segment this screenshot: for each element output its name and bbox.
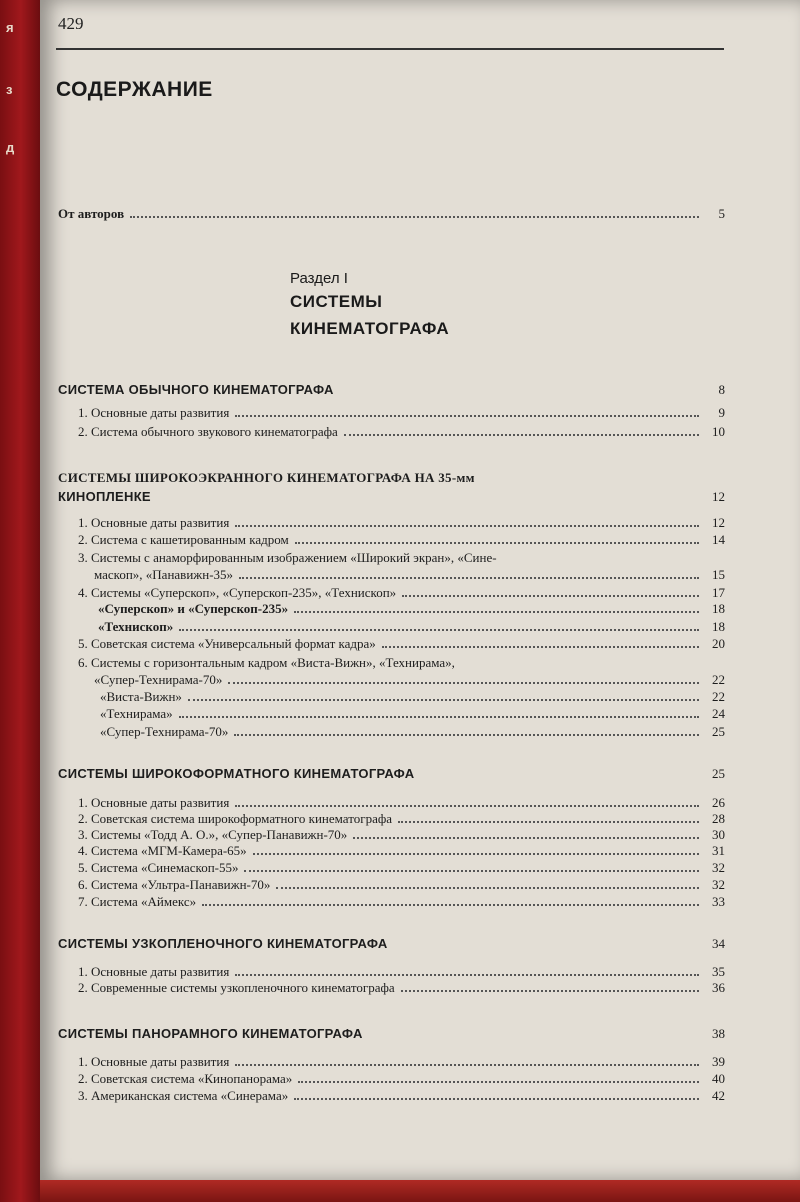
toc-section-2[interactable] — [58, 489, 725, 504]
toc-entry[interactable] — [78, 1071, 725, 1086]
toc-page: 12 — [712, 489, 725, 504]
section-title: СИСТЕМЫ УЗКОПЛЕНОЧНОГО КИНЕМАТОГРАФА — [58, 936, 388, 951]
toc-page: 22 — [712, 689, 725, 704]
toc-page: 31 — [712, 843, 725, 858]
toc-label: «Суперскоп» и «Суперскоп-235» — [98, 601, 289, 616]
leader-dots — [353, 837, 699, 839]
leader-dots — [344, 434, 699, 436]
book-cover-edge — [40, 1180, 800, 1202]
toc-label: 4. Системы «Суперскоп», «Суперскоп-235», «Технископ» — [78, 585, 397, 600]
leader-dots — [382, 646, 699, 648]
toc-page: 17 — [712, 585, 725, 600]
toc-page: 28 — [712, 811, 725, 826]
toc-entry[interactable] — [78, 811, 725, 826]
toc-page: 35 — [712, 964, 725, 979]
toc-page: 25 — [712, 724, 725, 739]
toc-label: 6. Система «Ультра-Панавижн-70» — [78, 877, 271, 892]
toc-label: «Технископ» — [98, 619, 174, 634]
toc-page: 30 — [712, 827, 725, 842]
toc-entry[interactable] — [78, 843, 725, 858]
toc-label: 2. Советская система широкоформатного кинематографа — [78, 811, 393, 826]
leader-dots — [239, 577, 699, 579]
toc-section-1[interactable] — [58, 382, 725, 397]
toc-entry[interactable] — [78, 795, 725, 810]
toc-label: 1. Основные даты развития — [78, 515, 230, 530]
toc-page: 14 — [712, 532, 725, 547]
toc-label: 1. Основные даты развития — [78, 405, 230, 420]
leader-dots — [235, 805, 699, 807]
toc-label: 2. Современные системы узкопленочного кинематографа — [78, 980, 395, 995]
toc-section-3[interactable] — [58, 766, 725, 781]
page-title: СОДЕРЖАНИЕ — [56, 78, 213, 101]
leader-dots — [179, 629, 699, 631]
leader-dots — [228, 682, 699, 684]
toc-entry[interactable] — [78, 424, 725, 439]
toc-label: 3. Американская система «Синерама» — [78, 1088, 289, 1103]
toc-page: 15 — [712, 567, 725, 582]
leader-dots — [130, 216, 699, 218]
toc-page: 18 — [712, 601, 725, 616]
toc-label: «Супер-Технирама-70» — [94, 672, 223, 687]
toc-page: 22 — [712, 672, 725, 687]
toc-page: 32 — [712, 877, 725, 892]
toc-entry[interactable] — [78, 636, 725, 651]
toc-label: маскоп», «Панавижн-35» — [94, 567, 234, 582]
toc-page: 18 — [712, 619, 725, 634]
leader-dots — [234, 734, 699, 736]
toc-label: «Виста-Вижн» — [100, 689, 182, 704]
leader-dots — [402, 595, 699, 597]
toc-subentry[interactable] — [100, 689, 725, 704]
toc-subentry[interactable] — [98, 619, 725, 634]
toc-entry[interactable] — [78, 1088, 725, 1103]
toc-page: 32 — [712, 860, 725, 875]
part-title-line1: СИСТЕМЫ — [290, 292, 383, 311]
toc-label: «Супер-Технирама-70» — [100, 724, 229, 739]
leader-dots — [188, 699, 699, 701]
toc-entry[interactable] — [78, 515, 725, 530]
toc-page: 24 — [712, 706, 725, 721]
leader-dots — [179, 716, 699, 718]
toc-entry[interactable] — [94, 567, 725, 582]
toc-label: 7. Система «Аймекс» — [78, 894, 197, 909]
leader-dots — [235, 525, 699, 527]
leader-dots — [202, 904, 699, 906]
toc-page: 26 — [712, 795, 725, 810]
toc-page: 8 — [718, 382, 725, 397]
toc-entry-authors[interactable] — [58, 206, 725, 221]
toc-page: 12 — [712, 515, 725, 530]
toc-label: 1. Основные даты развития — [78, 795, 230, 810]
toc-page: 5 — [718, 206, 725, 221]
leader-dots — [235, 1064, 699, 1066]
section-title: СИСТЕМЫ ПАНОРАМНОГО КИНЕМАТОГРАФА — [58, 1026, 363, 1041]
toc-page: 20 — [712, 636, 725, 651]
toc-page: 33 — [712, 894, 725, 909]
section-title: КИНОПЛЕНКЕ — [58, 489, 151, 504]
toc-entry[interactable] — [78, 980, 725, 995]
spine-letter: з — [6, 82, 13, 97]
toc-subentry[interactable] — [100, 706, 725, 721]
toc-section-5[interactable] — [58, 1026, 725, 1041]
toc-entry[interactable] — [78, 860, 725, 875]
section-title: СИСТЕМА ОБЫЧНОГО КИНЕМАТОГРАФА — [58, 382, 334, 397]
leader-dots — [294, 1098, 699, 1100]
leader-dots — [276, 887, 699, 889]
leader-dots — [401, 990, 699, 992]
toc-page: 39 — [712, 1054, 725, 1069]
toc-label: 5. Система «Синемаскоп-55» — [78, 860, 239, 875]
toc-page: 42 — [712, 1088, 725, 1103]
toc-label: 1. Основные даты развития — [78, 1054, 230, 1069]
toc-subentry[interactable] — [100, 724, 725, 739]
toc-entry[interactable] — [78, 1054, 725, 1069]
toc-page: 25 — [712, 766, 725, 781]
toc-page: 36 — [712, 980, 725, 995]
toc-entry[interactable] — [78, 964, 725, 979]
section-title: СИСТЕМЫ ШИРОКОФОРМАТНОГО КИНЕМАТОГРАФА — [58, 766, 415, 781]
toc-section-4[interactable] — [58, 936, 725, 951]
toc-entry[interactable] — [78, 532, 725, 547]
toc-page: 34 — [712, 936, 725, 951]
toc-label: 2. Советская система «Кинопанорама» — [78, 1071, 293, 1086]
toc-label: «Технирама» — [100, 706, 173, 721]
toc-entry[interactable] — [78, 894, 725, 909]
toc-entry-line1: 3. Системы с анаморфированным изображением «Широкий экран», «Сине- — [78, 550, 497, 565]
toc-entry[interactable] — [78, 585, 725, 600]
toc-entry[interactable] — [78, 877, 725, 892]
toc-page: 9 — [718, 405, 725, 420]
toc-subentry[interactable] — [98, 601, 725, 616]
part-label: Раздел I — [290, 270, 348, 287]
leader-dots — [295, 542, 699, 544]
leader-dots — [235, 974, 699, 976]
leader-dots — [244, 870, 699, 872]
toc-page: 10 — [712, 424, 725, 439]
toc-label: 5. Советская система «Универсальный формат кадра» — [78, 636, 376, 651]
leader-dots — [398, 821, 699, 823]
toc-entry-line1: 6. Системы с горизонтальным кадром «Виста-Вижн», «Технирама», — [78, 655, 455, 670]
leader-dots — [253, 853, 699, 855]
toc-page: 38 — [712, 1026, 725, 1041]
leader-dots — [235, 415, 699, 417]
page-number: 429 — [58, 14, 84, 33]
toc-label: 2. Система с кашетированным кадром — [78, 532, 289, 547]
part-title-line2: КИНЕМАТОГРАФА — [290, 319, 450, 338]
toc-entry[interactable] — [94, 672, 725, 687]
leader-dots — [294, 611, 699, 613]
spine-letter: д — [6, 140, 15, 155]
toc-entry[interactable] — [78, 405, 725, 420]
spine-letter: я — [6, 20, 14, 35]
leader-dots — [298, 1081, 699, 1083]
toc-label: От авторов — [58, 206, 125, 221]
header-rule — [56, 48, 724, 50]
toc-page: 40 — [712, 1071, 725, 1086]
toc-label: 3. Системы «Тодд А. О.», «Супер-Панавижн-70» — [78, 827, 348, 842]
section-title-line1: СИСТЕМЫ ШИРОКОЭКРАННОГО КИНЕМАТОГРАФА НА 35-мм — [58, 470, 475, 485]
toc-label: 1. Основные даты развития — [78, 964, 230, 979]
toc-entry[interactable] — [78, 827, 725, 842]
toc-label: 4. Система «МГМ-Камера-65» — [78, 843, 247, 858]
toc-label: 2. Система обычного звукового кинематографа — [78, 424, 338, 439]
